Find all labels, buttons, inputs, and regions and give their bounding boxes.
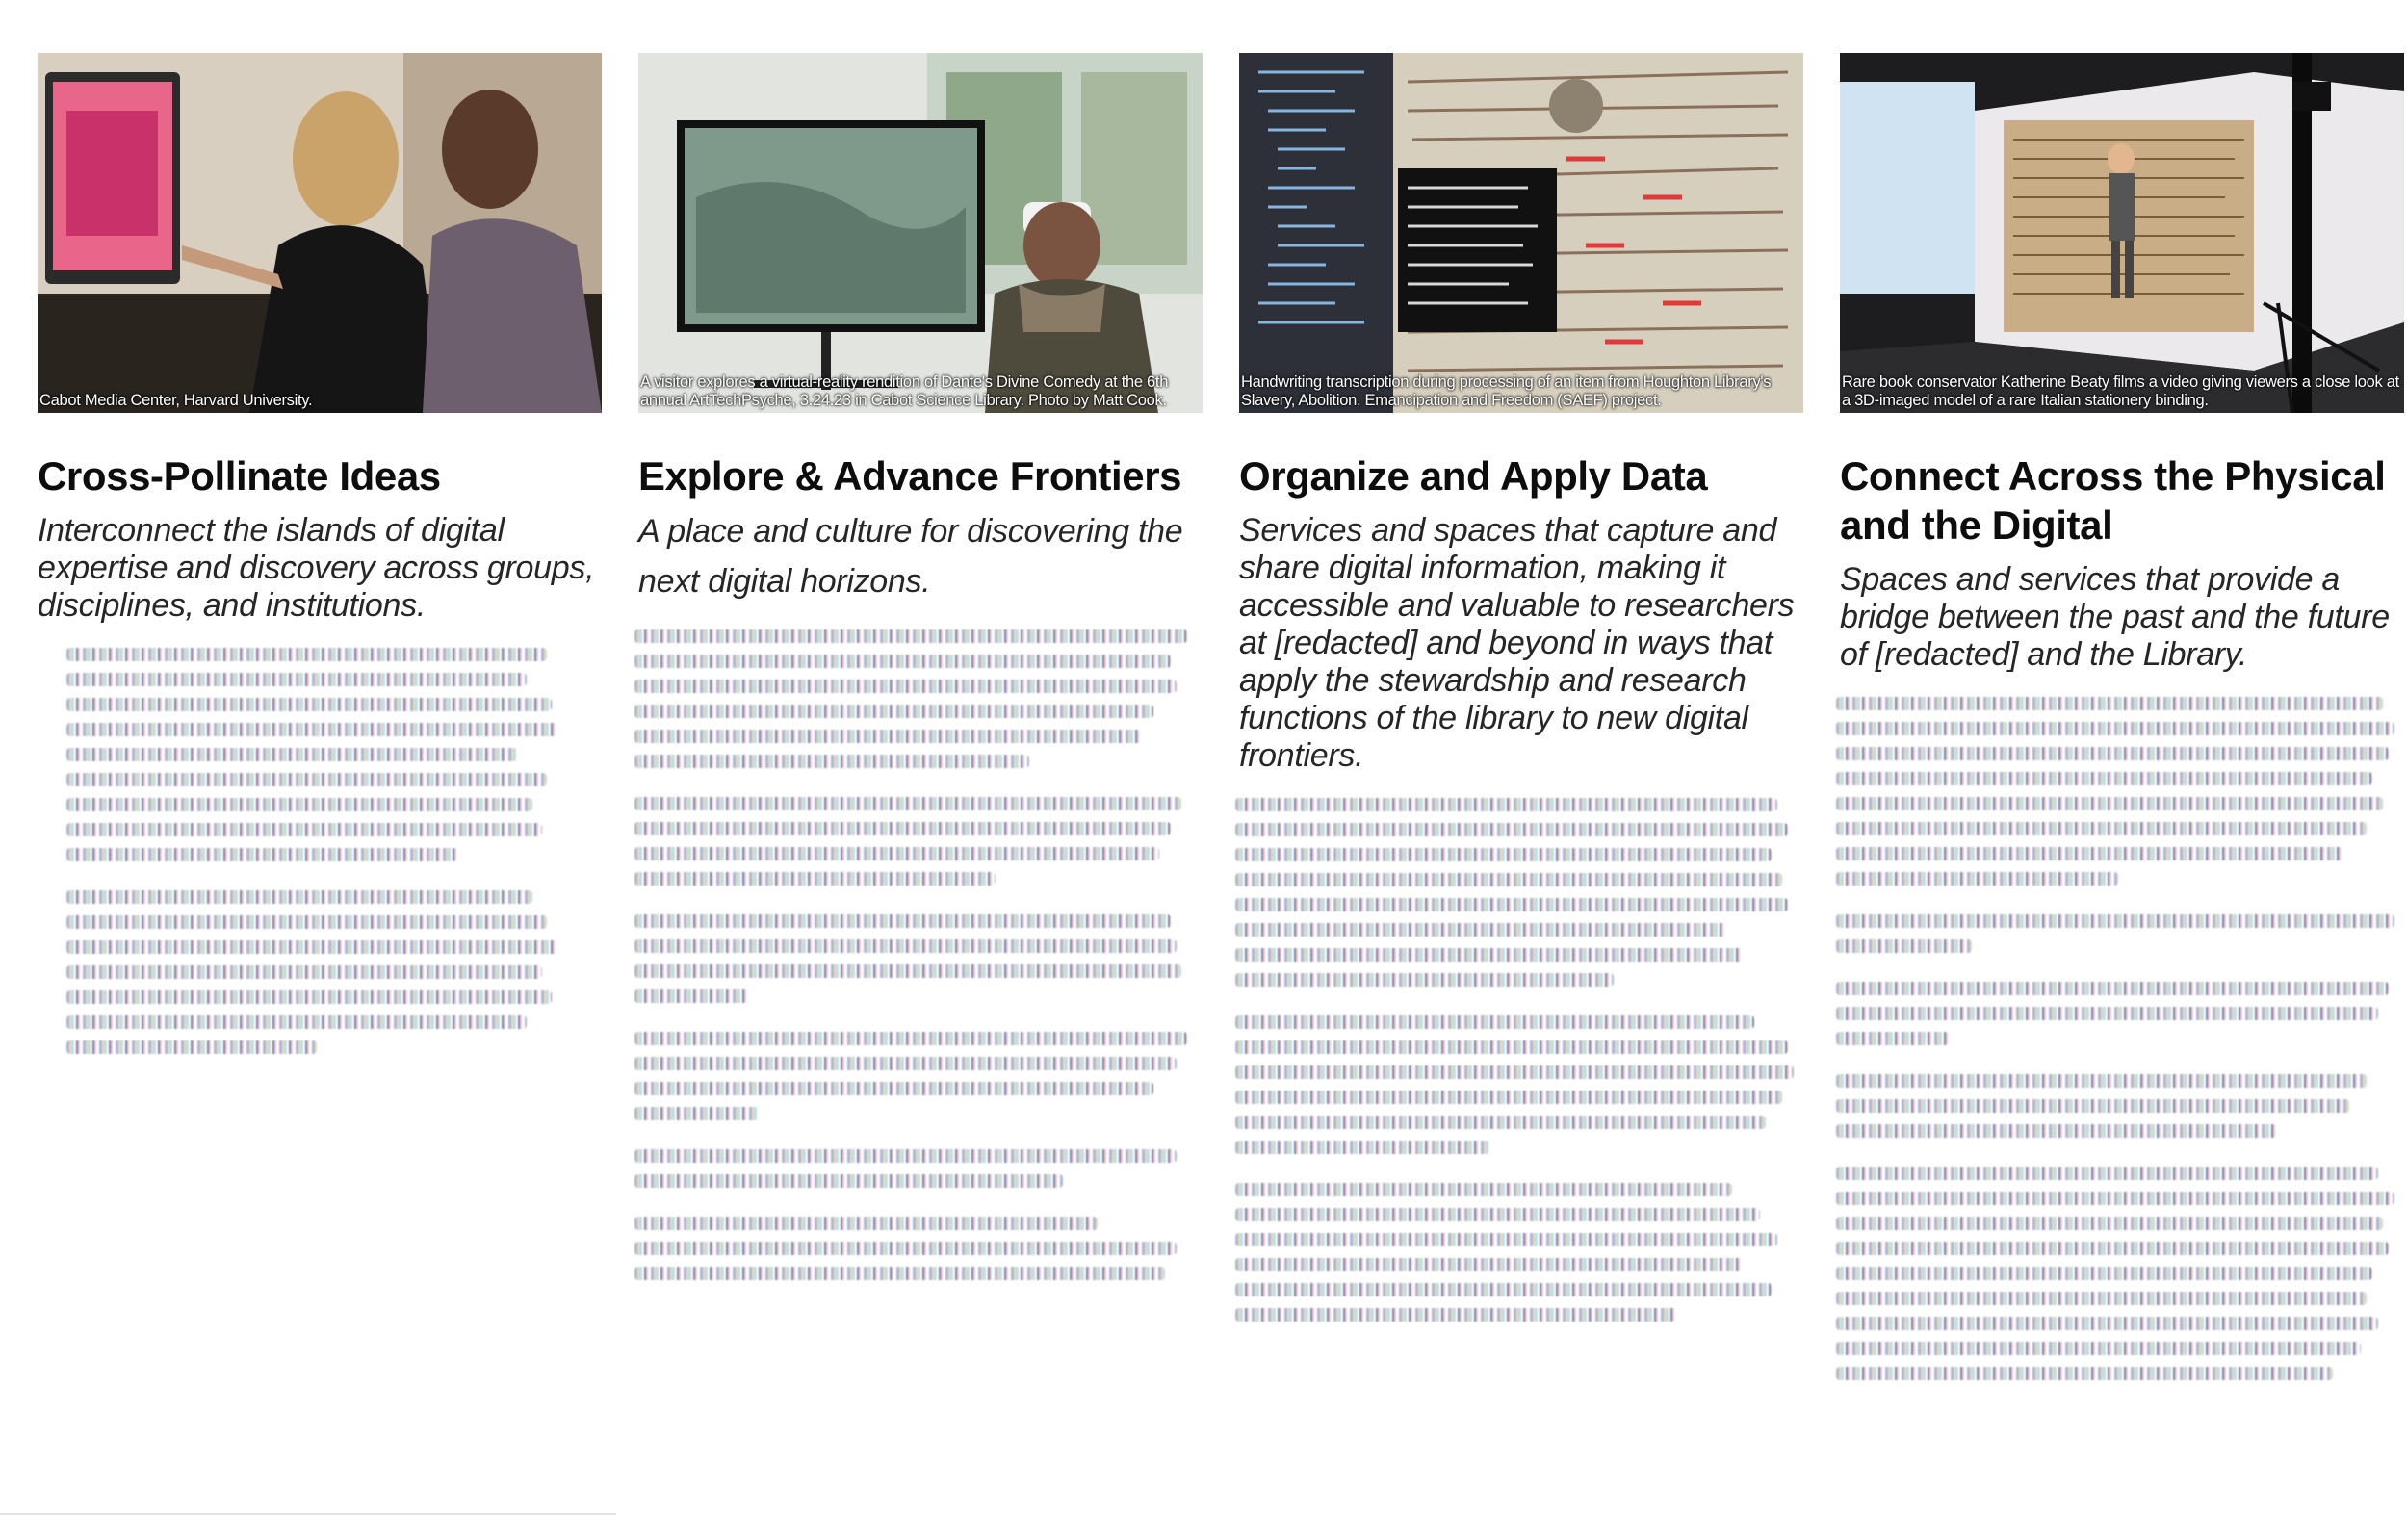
column-cross-pollinate: [38, 53, 602, 1083]
redacted-body-text: [66, 648, 567, 1054]
section-title: Explore & Advance Frontiers: [638, 453, 1182, 499]
section-subtitle: Interconnect the islands of digital expertise and discovery across groups, disciplines, and institutions.: [38, 512, 595, 624]
photo-cabot-media-center: [38, 53, 602, 413]
section-subtitle: Services and spaces that capture and share digital information, making it accessible and valuable to researchers at [redacted] and beyond in ways that apply the stewardship and research functions of the library to new digital frontiers.: [1239, 512, 1795, 774]
manuscript-with-code-icon: [1239, 53, 1803, 413]
section-subtitle: Spaces and services that provide a bridge between the past and the future of [redacted] and the Library.: [1840, 561, 2390, 673]
photo-caption: A visitor explores a virtual-reality rendition of Dante's Divine Comedy at the 6th annual ArtTechPsyche, 3.24.23 in Cabot Science Library. Photo by Matt Cook.: [640, 373, 1169, 409]
redacted-body-text: [1239, 798, 1803, 1322]
photo-video-studio: [1840, 53, 2404, 413]
two-people-at-monitor-icon: [38, 53, 602, 413]
column-organize-apply: [1239, 53, 1803, 1350]
bottom-divider: [0, 1513, 616, 1515]
redacted-body-text: [1840, 697, 2404, 1380]
vr-headset-visitor-icon: [638, 53, 1203, 413]
column-connect-physical-digital: [1840, 53, 2404, 1409]
section-title: Connect Across the Physical and the Digital: [1840, 453, 2386, 548]
photo-caption: Handwriting transcription during processing of an item from Houghton Library's Slavery, Abolition, Emancipation and Freedom (SAEF) project.: [1241, 373, 1772, 409]
photo-caption: Cabot Media Center, Harvard University.: [39, 392, 313, 409]
photo-handwriting-transcription: [1239, 53, 1803, 413]
redacted-body-text: [638, 629, 1203, 1280]
section-title: Organize and Apply Data: [1239, 453, 1708, 499]
column-explore-advance: [638, 53, 1203, 1309]
section-subtitle: A place and culture for discovering the next digital horizons.: [638, 513, 1183, 600]
video-studio-book-icon: [1840, 53, 2404, 413]
section-title: Cross-Pollinate Ideas: [38, 453, 441, 499]
photo-vr-visitor: [638, 53, 1203, 413]
photo-caption: Rare book conservator Katherine Beaty films a video giving viewers a close look at a 3D-imaged model of a rare Italian stationery binding.: [1842, 373, 2399, 409]
